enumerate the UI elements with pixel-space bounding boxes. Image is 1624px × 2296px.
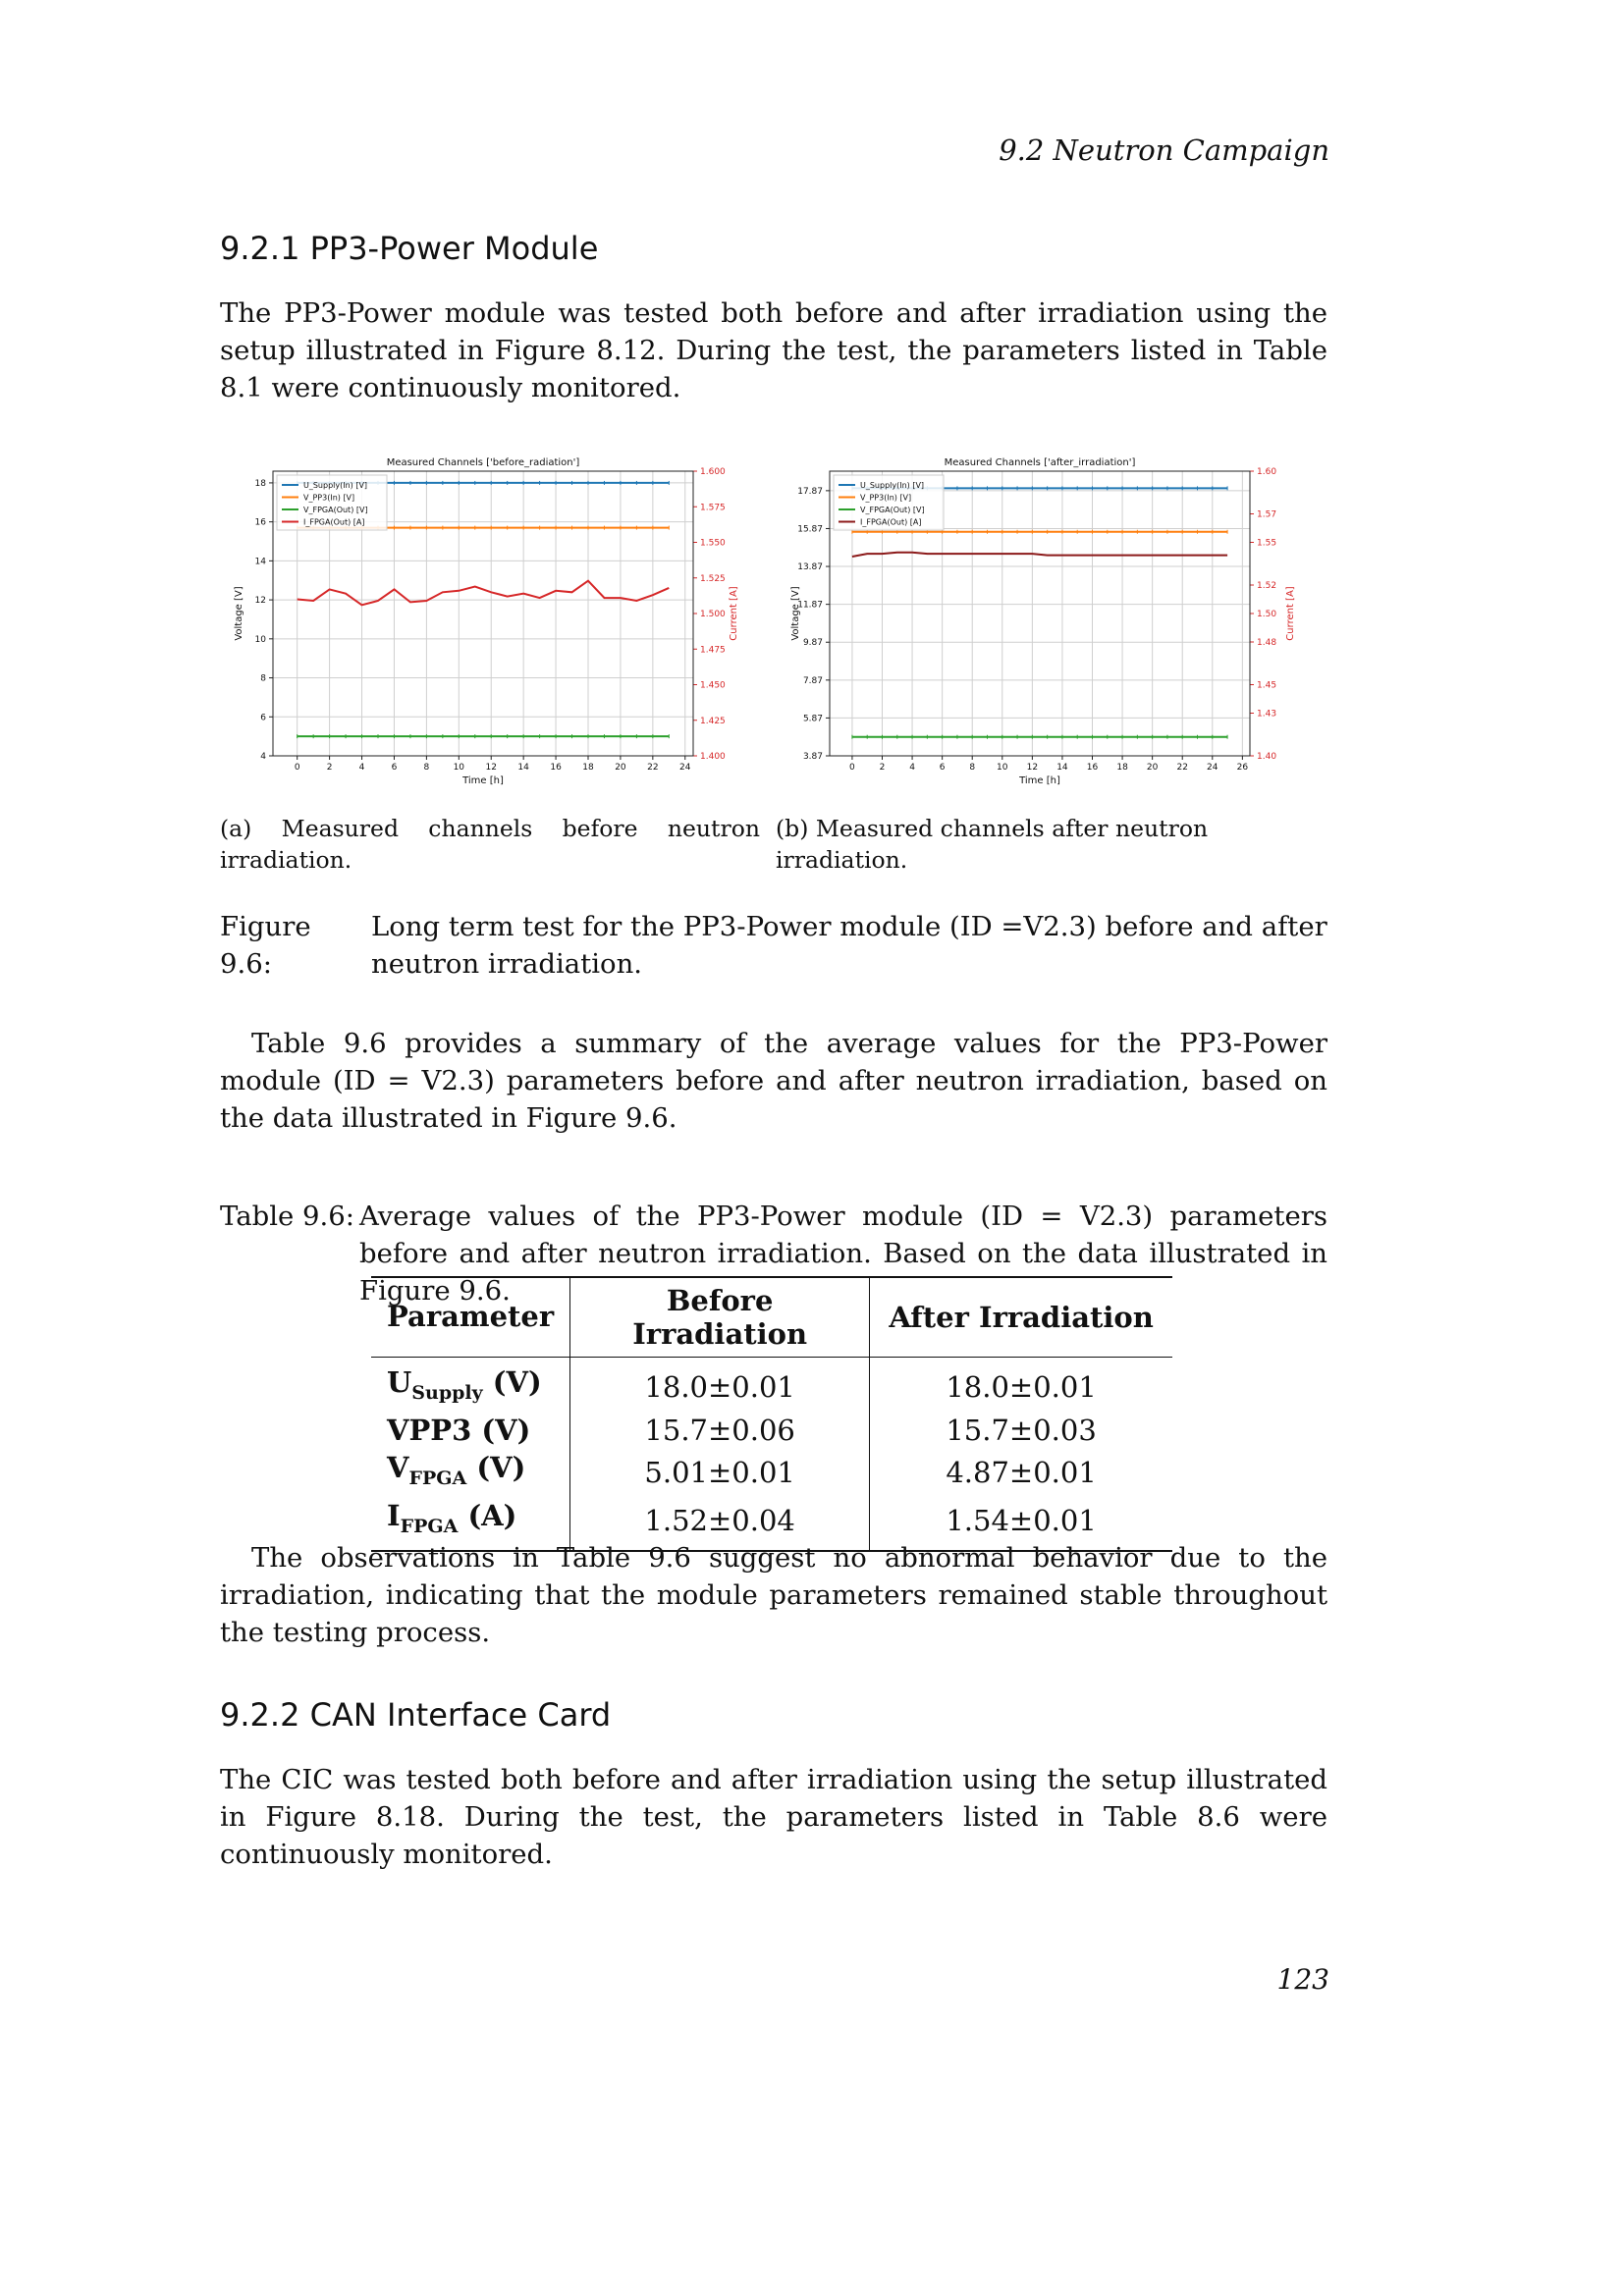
y-tick-label: 5.87 — [802, 714, 823, 724]
param-subscript: FPGA — [400, 1515, 459, 1537]
param-subscript: Supply — [411, 1381, 483, 1404]
legend-label: V_FPGA(Out) [V] — [303, 506, 368, 514]
y-tick-label: 7.87 — [802, 675, 823, 686]
y2-tick-label: 1.57 — [1257, 509, 1277, 520]
legend-label: V_FPGA(Out) [V] — [860, 506, 925, 514]
y2-tick-label: 1.45 — [1257, 680, 1277, 691]
average-values-table — [371, 1276, 1172, 1552]
header-after: After Irradiation — [889, 1301, 1154, 1334]
x-tick-label: 20 — [1146, 763, 1159, 773]
y2-tick-label: 1.48 — [1257, 638, 1277, 648]
y2-tick-label: 1.52 — [1257, 581, 1277, 591]
pp3-intro-paragraph: The PP3-Power module was tested both before and after irradiation using the setup illustrated in Figure 8.12. During the test, the parameters listed in Table 8.1 were continuously monitored. — [220, 297, 1327, 403]
before-value: 5.01±0.01 — [570, 1449, 870, 1497]
page-number: 123 — [1276, 1963, 1329, 1996]
chart-b-ylabel: Voltage [V] — [790, 586, 801, 641]
legend-label: V_PP3(In) [V] — [860, 493, 912, 503]
y2-tick-label: 1.475 — [700, 645, 726, 656]
y-tick-label: 10 — [254, 634, 266, 645]
table-row — [371, 1449, 1172, 1497]
x-tick-label: 4 — [358, 763, 365, 773]
y-tick-label: 17.87 — [797, 486, 823, 497]
chart-b-y2label: Current [A] — [1285, 586, 1296, 641]
param-unit: (V) — [492, 1365, 542, 1399]
x-tick-label: 14 — [517, 763, 529, 773]
y2-tick-label: 1.50 — [1257, 610, 1277, 619]
x-tick-label: 20 — [615, 763, 626, 773]
y-tick-label: 6 — [260, 713, 266, 723]
summary-paragraph: Table 9.6 provides a summary of the average values for the PP3-Power module (ID = V2.3) parameters before and after neutron irradiation, based on the data illustrated in Figure 9.6. — [220, 1028, 1327, 1134]
x-tick-label: 6 — [939, 763, 946, 773]
x-tick-label: 8 — [969, 763, 976, 773]
y-tick-label: 4 — [260, 752, 266, 762]
section-title-pp3: 9.2.1 PP3-Power Module — [220, 230, 599, 267]
chart-after-irradiation — [788, 454, 1299, 792]
x-tick-label: 24 — [1207, 763, 1218, 773]
x-tick-label: 14 — [1056, 763, 1068, 773]
table-caption-text: Average values of the PP3-Power module (ID = V2.3) parameters before and after neutron irradiation. Based on the data illustrated in Figure 9.6. — [359, 1201, 1327, 1307]
x-tick-label: 10 — [997, 763, 1008, 773]
table-row — [371, 1363, 1172, 1412]
param-cell — [371, 1412, 570, 1449]
y-tick-label: 8 — [260, 673, 266, 684]
x-tick-label: 18 — [1116, 763, 1128, 773]
after-value: 15.7±0.03 — [946, 1413, 1097, 1447]
series-line-3 — [298, 581, 670, 606]
subcaption-b: (b) Measured channels after neutron irradiation. — [776, 815, 1209, 874]
param-subscript: FPGA — [408, 1467, 467, 1489]
running-head: 9.2 Neutron Campaign — [999, 133, 1329, 167]
y2-tick-label: 1.40 — [1257, 752, 1277, 762]
x-tick-label: 24 — [679, 763, 691, 773]
after-value: 18.0±0.01 — [946, 1370, 1097, 1405]
y2-tick-label: 1.450 — [700, 680, 726, 691]
x-tick-label: 0 — [849, 763, 855, 773]
x-tick-label: 2 — [326, 763, 333, 773]
x-tick-label: 2 — [879, 763, 886, 773]
param-cell — [371, 1449, 570, 1497]
x-tick-label: 12 — [485, 763, 497, 773]
x-tick-label: 6 — [391, 763, 398, 773]
table-row — [371, 1412, 1172, 1449]
param-symbol: I — [387, 1498, 401, 1532]
y2-tick-label: 1.525 — [700, 573, 726, 584]
y2-tick-label: 1.60 — [1257, 467, 1277, 477]
x-tick-label: 4 — [909, 763, 915, 773]
param-symbol: VPP3 — [387, 1413, 472, 1447]
observations-paragraph: The observations in Table 9.6 suggest no abnormal behavior due to the irradiation, indicating that the module parameters remained stable throughout the testing process. — [220, 1542, 1327, 1648]
y2-tick-label: 1.500 — [700, 610, 726, 619]
x-tick-label: 16 — [550, 763, 562, 773]
series-line-3 — [852, 553, 1227, 557]
chart-a-title: Measured Channels ['before_radiation'] — [386, 457, 580, 468]
y2-tick-label: 1.425 — [700, 716, 726, 726]
section-title-can: 9.2.2 CAN Interface Card — [220, 1696, 612, 1734]
legend-label: U_Supply(In) [V] — [303, 481, 368, 490]
param-unit: (V) — [481, 1413, 531, 1447]
y2-tick-label: 1.400 — [700, 752, 726, 762]
before-value: 18.0±0.01 — [570, 1363, 870, 1412]
header-parameter: Parameter — [371, 1277, 570, 1358]
param-unit: (A) — [467, 1498, 517, 1532]
x-tick-label: 12 — [1026, 763, 1039, 773]
x-tick-label: 22 — [647, 763, 659, 773]
chart-b-title: Measured Channels ['after_irradiation'] — [944, 457, 1136, 468]
y2-tick-label: 1.550 — [700, 538, 726, 549]
before-value: 15.7±0.06 — [570, 1412, 870, 1449]
x-tick-label: 26 — [1236, 763, 1249, 773]
y2-tick-label: 1.55 — [1257, 538, 1277, 549]
param-symbol: V — [387, 1450, 409, 1484]
x-tick-label: 22 — [1176, 763, 1188, 773]
after-value: 1.54±0.01 — [946, 1503, 1097, 1537]
header-before: Before Irradiation — [570, 1277, 870, 1358]
can-intro-paragraph: The CIC was tested both before and after irradiation using the setup illustrated in Figure 8.18. During the test, the parameters listed in Table 8.6 were continuously monitored. — [220, 1764, 1327, 1870]
legend-label: U_Supply(In) [V] — [860, 481, 925, 490]
param-cell — [371, 1363, 570, 1412]
y-tick-label: 15.87 — [797, 524, 823, 535]
subcaption-a: (a) Measured channels before neutron irradiation. — [220, 815, 760, 874]
y-tick-label: 3.87 — [802, 752, 823, 762]
after-value: 4.87±0.01 — [946, 1456, 1097, 1490]
y-tick-label: 11.87 — [797, 600, 823, 611]
figure-caption-text: Long term test for the PP3-Power module (ID =V2.3) before and after neutron irradiation. — [371, 911, 1327, 980]
x-tick-label: 18 — [582, 763, 594, 773]
chart-before-irradiation — [232, 454, 742, 792]
x-tick-label: 8 — [423, 763, 430, 773]
figure-caption — [220, 908, 1327, 983]
y-tick-label: 12 — [254, 596, 266, 607]
y2-tick-label: 1.600 — [700, 467, 726, 477]
y2-tick-label: 1.575 — [700, 503, 726, 513]
y-tick-label: 9.87 — [802, 638, 823, 649]
chart-a-xlabel: Time [h] — [462, 775, 504, 786]
x-tick-label: 16 — [1086, 763, 1099, 773]
y-tick-label: 18 — [254, 478, 266, 489]
x-tick-label: 10 — [453, 763, 465, 773]
y-tick-label: 13.87 — [797, 562, 823, 573]
y-tick-label: 16 — [254, 517, 266, 528]
legend-label: I_FPGA(Out) [A] — [860, 517, 922, 527]
x-tick-label: 0 — [294, 763, 300, 773]
table-caption-label: Table 9.6: — [220, 1201, 355, 1232]
before-value: 1.52±0.04 — [570, 1497, 870, 1552]
average-values-table-wrap — [371, 1276, 1172, 1552]
chart-a-ylabel: Voltage [V] — [234, 586, 244, 641]
chart-a-y2label: Current [A] — [729, 586, 739, 641]
chart-b-xlabel: Time [h] — [1019, 775, 1060, 786]
legend-label: I_FPGA(Out) [A] — [303, 517, 365, 527]
figure-caption-label: Figure 9.6: — [220, 911, 311, 980]
y-tick-label: 14 — [254, 557, 266, 567]
param-symbol: U — [387, 1365, 412, 1399]
legend-label: V_PP3(In) [V] — [303, 493, 355, 503]
y2-tick-label: 1.43 — [1257, 709, 1277, 720]
param-unit: (V) — [476, 1450, 526, 1484]
